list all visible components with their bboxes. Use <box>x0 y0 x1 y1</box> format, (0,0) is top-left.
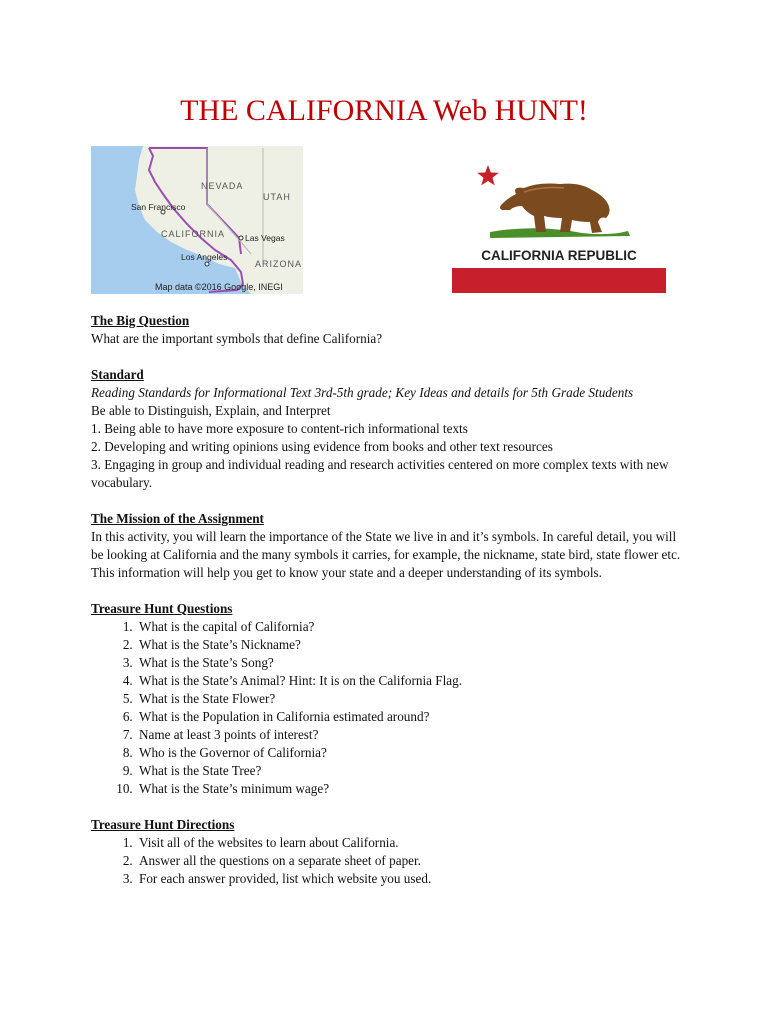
question-item: 1. What is the capital of California? <box>136 618 691 636</box>
map-label-las-vegas: Las Vegas <box>245 233 285 243</box>
question-item: 9. What is the State Tree? <box>136 762 691 780</box>
map-label-arizona: ARIZONA <box>255 259 303 269</box>
question-item: 2. What is the State’s Nickname? <box>136 636 691 654</box>
directions-heading: Treasure Hunt Directions <box>91 817 235 832</box>
flag-stripe <box>452 268 666 293</box>
map-label-utah: UTAH <box>263 192 291 202</box>
big-question-heading: The Big Question <box>91 313 190 328</box>
standard-intro: Be able to Distinguish, Explain, and Interpret <box>91 403 331 418</box>
standard-point: 2. Developing and writing opinions using evidence from books and other text resources <box>91 439 553 454</box>
map-label-california: CALIFORNIA <box>161 229 226 239</box>
question-item: 4. What is the State’s Animal? Hint: It is on the California Flag. <box>136 672 691 690</box>
questions-list <box>91 618 691 798</box>
los-angeles-marker <box>205 262 209 266</box>
california-map-image <box>91 146 303 294</box>
standard-point: 3. Engaging in group and individual reading and research activities centered on more complex texts with new vocabulary. <box>91 457 669 490</box>
directions-list <box>91 834 691 888</box>
flag-text: CALIFORNIA REPUBLIC <box>481 248 637 263</box>
questions-heading: Treasure Hunt Questions <box>91 601 233 616</box>
question-item: 7. Name at least 3 points of interest? <box>136 726 691 744</box>
question-item: 10. What is the State’s minimum wage? <box>136 780 691 798</box>
direction-item: 3. For each answer provided, list which website you used. <box>136 870 691 888</box>
standard-italic-text: Reading Standards for Informational Text 3rd-5th grade; Key Ideas and details for 5th Grade Students <box>91 385 634 400</box>
page-title: THE CALIFORNIA Web HUNT! <box>180 94 588 127</box>
question-item: 8. Who is the Governor of California? <box>136 744 691 762</box>
standard-point: 1. Being able to have more exposure to content-rich informational texts <box>91 421 468 436</box>
map-attribution: Map data ©2016 Google, INEGI <box>155 282 283 292</box>
question-item: 5. What is the State Flower? <box>136 690 691 708</box>
direction-item: 1. Visit all of the websites to learn about California. <box>136 834 691 852</box>
map-label-san-francisco: San Francisco <box>131 202 186 212</box>
question-item: 6. What is the Population in California estimated around? <box>136 708 691 726</box>
las-vegas-marker <box>239 236 243 240</box>
document-body <box>91 312 691 888</box>
map-label-nevada: NEVADA <box>201 181 244 191</box>
direction-item: 2. Answer all the questions on a separate sheet of paper. <box>136 852 691 870</box>
map-label-los-angeles: Los Angeles <box>181 252 228 262</box>
mission-heading: The Mission of the Assignment <box>91 511 264 526</box>
mission-text: In this activity, you will learn the importance of the State we live in and it’s symbols. In careful detail, you will be looking at California and the many symbols it carries, for example, the nickname, state bird, state flower etc. This information will help you get to know your state and a deeper understanding of its symbols. <box>91 529 681 580</box>
standard-heading: Standard <box>91 367 144 382</box>
california-flag-image <box>452 162 666 294</box>
big-question-text: What are the important symbols that define California? <box>91 331 383 346</box>
question-item: 3. What is the State’s Song? <box>136 654 691 672</box>
